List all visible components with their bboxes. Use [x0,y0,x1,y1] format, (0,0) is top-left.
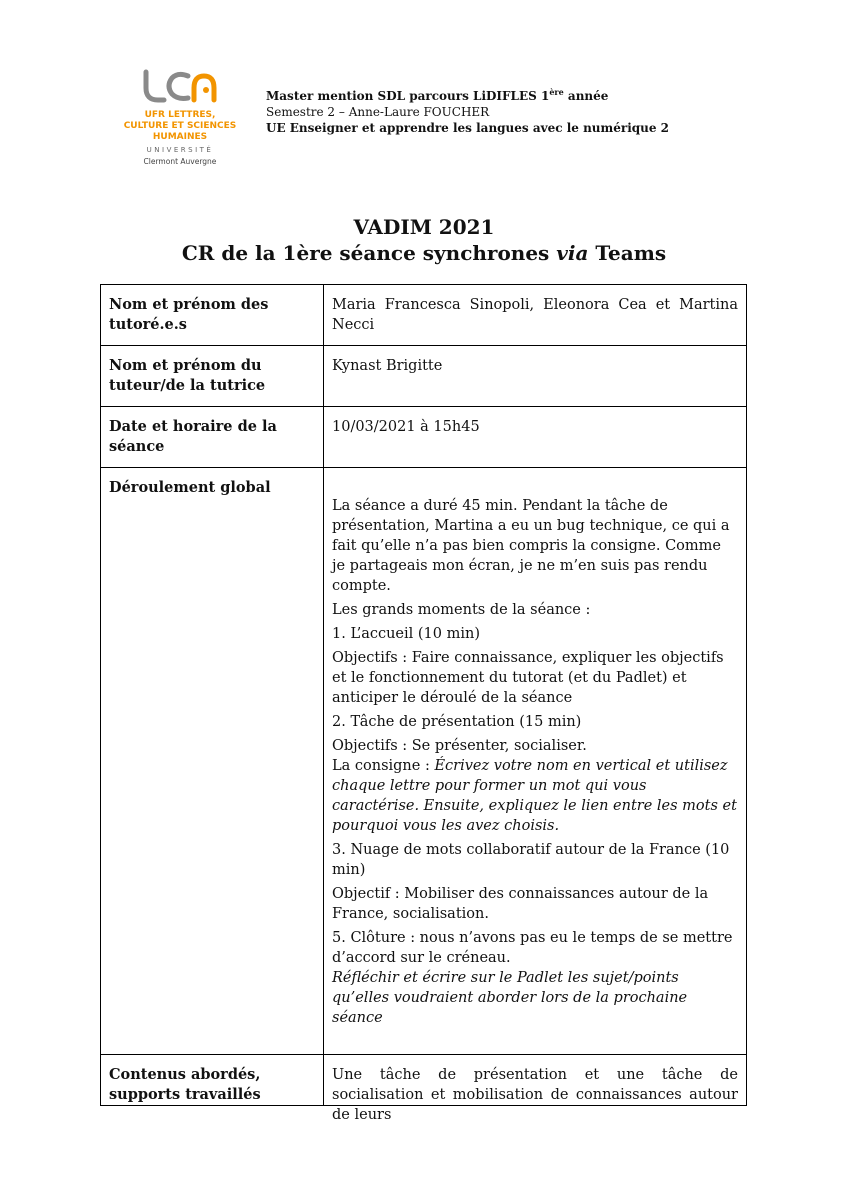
value-date: 10/03/2021 à 15h45 [324,407,747,468]
title-line-1: VADIM 2021 [353,215,495,239]
deroulement-paragraph: Les grands moments de la séance : [332,602,591,618]
deroulement-paragraph: Objectifs : Faire connaissance, expliquer les objectifs et le fonctionnement du tutorat (et du Padlet) et anticiper le déroulé de la séance [332,650,724,706]
report-table [100,284,747,1123]
deroulement-paragraph: Objectifs : Se présenter, socialiser. [332,738,587,754]
label-date: Date et horaire de la séance [101,407,324,468]
label-tutores: Nom et prénom des tutoré.e.s [101,285,324,346]
logo-universite: UNIVERSITÉ [146,146,214,154]
value-tuteur: Kynast Brigitte [324,346,747,407]
table-row [101,468,747,1055]
table-row [101,1055,747,1106]
value-contenus [324,1055,747,1123]
deroulement-paragraph: 1. L’accueil (10 min) [332,626,480,642]
value-tutores: Maria Francesca Sinopoli, Eleonora Cea et Martina Necci [324,285,747,346]
deroulement-paragraph: 3. Nuage de mots collaboratif autour de la France (10 min) [332,842,730,878]
deroulement-paragraph: Réfléchir et écrire sur le Padlet les sujet/points qu’elles voudraient aborder lors de la prochaine séance [332,970,688,1026]
logo-text: UFR LETTRES, CULTURE ET SCIENCES HUMAINES [123,110,237,142]
header-line-1: Master mention SDL parcours LiDIFLES 1ère année [266,87,609,103]
university-logo [118,68,242,172]
course-header [266,84,669,136]
deroulement-paragraph: 5. Clôture : nous n’avons pas eu le temps de se mettre d’accord sur le créneau. [332,930,733,966]
label-contenus: Contenus abordés, supports travaillés [101,1055,324,1106]
label-deroulement: Déroulement global [101,468,324,1055]
deroulement-paragraph: 2. Tâche de présentation (15 min) [332,714,582,730]
title-line-2: CR de la 1ère séance synchrones via Teams [181,241,667,265]
logo-city: Clermont Auvergne [143,157,217,166]
deroulement-paragraph: La consigne : Écrivez votre nom en vertical et utilisez chaque lettre pour former un mot qui vous caractérise. Ensuite, expliquez le lien entre les mots et pourquoi vous les avez choisis. [332,758,737,834]
deroulement-paragraph: Objectif : Mobiliser des connaissances autour de la France, socialisation. [332,886,709,922]
contenus-text: Une tâche de présentation et une tâche de socialisation et mobilisation de connaissances autour de leurs [332,1067,738,1123]
uca-logo-icon [142,68,218,106]
label-tuteur: Nom et prénom du tuteur/de la tutrice [101,346,324,407]
header-line-2: Semestre 2 – Anne-Laure FOUCHER [266,105,490,119]
header-line-3: UE Enseigner et apprendre les langues avec le numérique 2 [266,121,670,135]
table-row [101,285,747,346]
deroulement-paragraph: La séance a duré 45 min. Pendant la tâche de présentation, Martina a eu un bug technique, ce qui a fait qu’elle n’a pas bien compris la consigne. Comme je partageais mon écran, je ne m’en suis pas rendu compte. [332,498,730,594]
value-deroulement [324,468,747,1055]
table-row [101,407,747,468]
document-title [0,214,848,266]
table-row [101,346,747,407]
